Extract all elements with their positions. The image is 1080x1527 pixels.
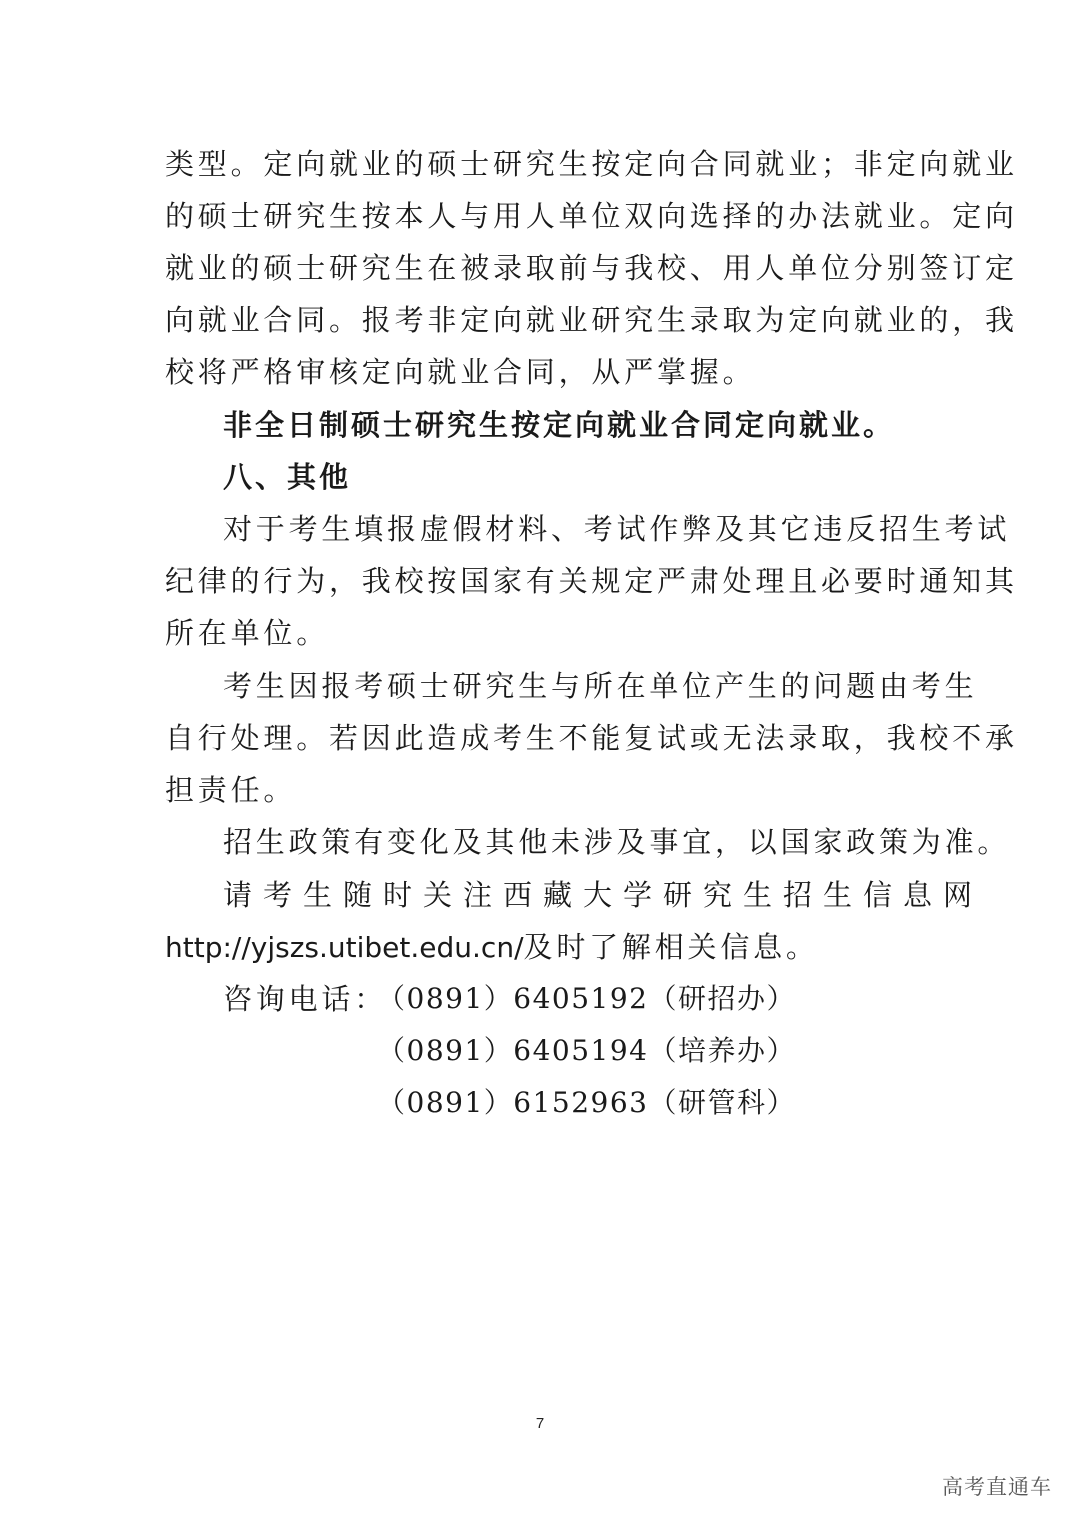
watermark: 高考直通车 — [942, 1475, 1052, 1499]
section-heading: 八、其他 — [223, 460, 352, 494]
body-line: 请考生随时关注西藏大学研究生招生信息网 — [223, 878, 984, 912]
body-line: 校将严格审核定向就业合同，从严掌握。 — [165, 355, 756, 389]
body-line: 考生因报考硕士研究生与所在单位产生的问题由考生 — [223, 669, 978, 703]
body-line: 所在单位。 — [165, 616, 330, 650]
body-line: 担责任。 — [165, 773, 297, 807]
admissions-website-link[interactable]: http://yjszs.utibet.edu.cn/ — [165, 931, 524, 964]
body-line: 纪律的行为，我校按国家有关规定严肃处理且必要时通知其 — [165, 564, 1018, 598]
page-number: 7 — [535, 1415, 545, 1432]
body-line: 招生政策有变化及其他未涉及事宜，以国家政策为准。 — [223, 825, 1011, 859]
body-line: 就业的硕士研究生在被录取前与我校、用人单位分别签订定 — [165, 251, 1018, 285]
phone-number: （0891）6152963（研管科） — [377, 1086, 796, 1119]
url-line-tail: 及时了解相关信息。 — [523, 930, 819, 964]
phone-number: （0891）6405192（研招办） — [377, 982, 796, 1015]
bold-statement: 非全日制硕士研究生按定向就业合同定向就业。 — [223, 408, 896, 442]
body-line: 对于考生填报虚假材料、考试作弊及其它违反招生考试 — [223, 512, 1011, 546]
body-line: 自行处理。若因此造成考生不能复试或无法录取，我校不承 — [165, 721, 1018, 755]
phone-number: （0891）6405194（培养办） — [377, 1034, 796, 1067]
contact-label: 咨询电话： — [223, 982, 388, 1016]
body-line: 的硕士研究生按本人与用人单位双向选择的办法就业。定向 — [165, 199, 1018, 233]
body-line: 类型。定向就业的硕士研究生按定向合同就业；非定向就业 — [165, 147, 1018, 181]
body-line: 向就业合同。报考非定向就业研究生录取为定向就业的，我 — [165, 303, 1018, 337]
url-line — [165, 927, 915, 967]
